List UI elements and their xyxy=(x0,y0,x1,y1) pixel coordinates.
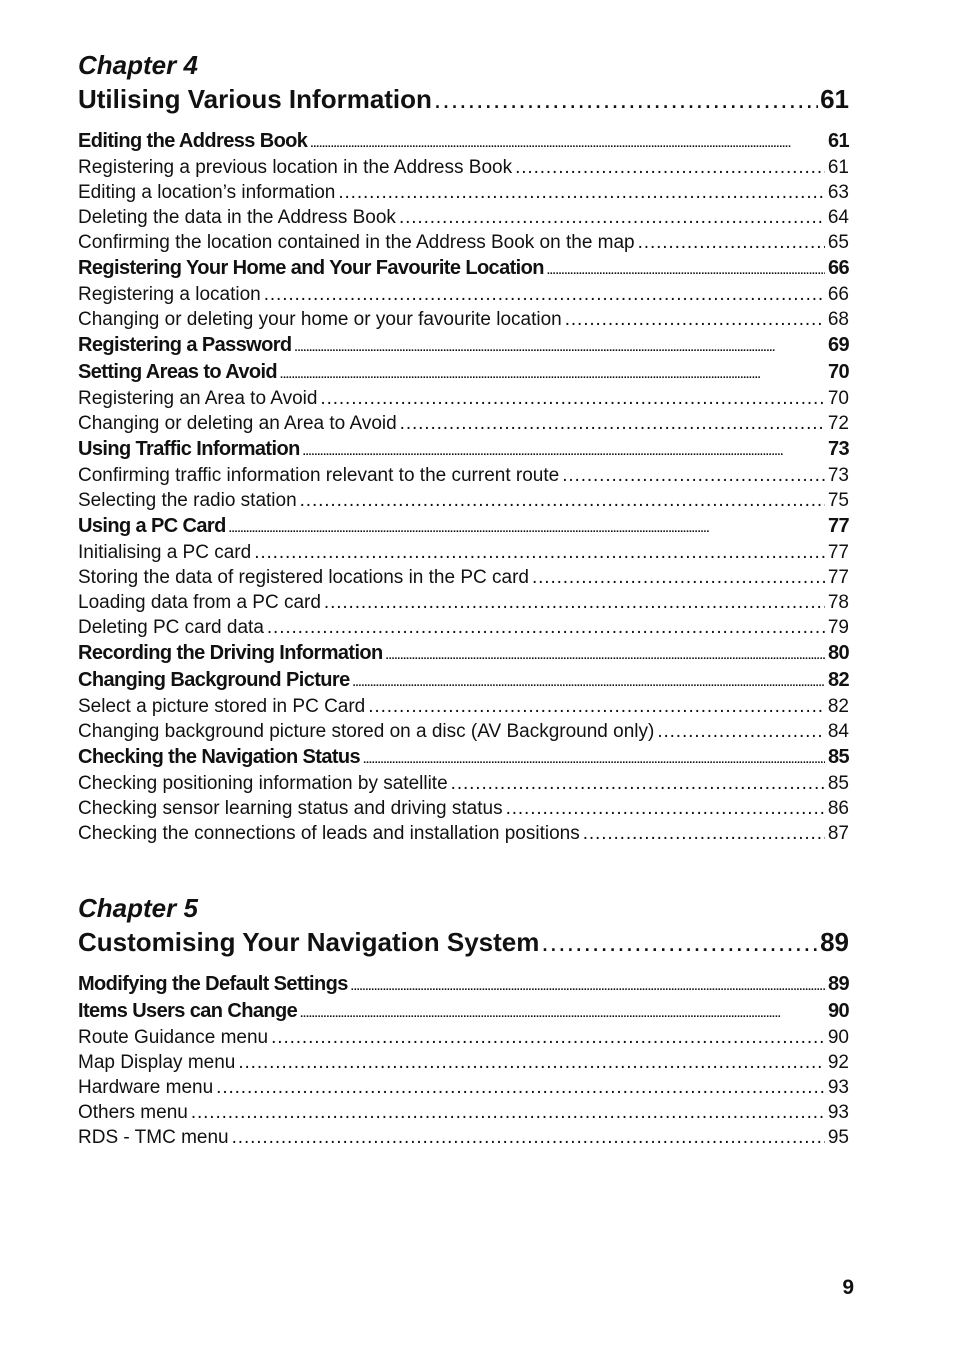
entry-title: Changing or deleting an Area to Avoid xyxy=(78,413,397,434)
entry-title: Using a PC Card xyxy=(78,515,226,537)
dot-leader xyxy=(229,516,825,543)
toc-subsection-entry[interactable] xyxy=(78,1050,849,1075)
entry-page: 68 xyxy=(827,309,849,330)
entry-page: 92 xyxy=(827,1052,849,1073)
entry-page: 64 xyxy=(827,207,849,228)
entry-title: Editing a location’s information xyxy=(78,182,336,203)
toc-subsection-entry[interactable] xyxy=(78,1125,849,1150)
entry-page: 66 xyxy=(827,284,849,305)
toc-section-entry[interactable] xyxy=(78,255,849,282)
entry-page: 85 xyxy=(827,746,849,768)
dot-leader xyxy=(191,1100,825,1125)
entry-page: 93 xyxy=(827,1102,849,1123)
chapter-title-entry[interactable] xyxy=(78,925,849,959)
dot-leader xyxy=(267,615,825,640)
toc-section-entry[interactable] xyxy=(78,667,849,694)
entry-page: 90 xyxy=(827,1000,849,1022)
entry-title: Modifying the Default Settings xyxy=(78,973,348,995)
entry-title: Editing the Address Book xyxy=(78,130,308,152)
entry-page: 95 xyxy=(827,1127,849,1148)
dot-leader xyxy=(324,590,825,615)
entry-title: Items Users can Change xyxy=(78,1000,298,1022)
dot-leader xyxy=(254,540,825,565)
toc-subsection-entry[interactable] xyxy=(78,386,849,411)
dot-leader xyxy=(363,747,825,774)
entry-page: 93 xyxy=(827,1077,849,1098)
dot-leader xyxy=(353,670,825,697)
entry-title: Initialising a PC card xyxy=(78,542,252,563)
entry-page: 73 xyxy=(827,438,849,460)
dot-leader xyxy=(295,335,825,362)
entry-title: Checking the connections of leads and installation positions xyxy=(78,823,580,844)
entry-page: 61 xyxy=(827,157,849,178)
entry-title: Deleting the data in the Address Book xyxy=(78,207,396,228)
entry-page: 87 xyxy=(827,823,849,844)
dot-leader xyxy=(657,719,825,744)
dot-leader xyxy=(434,82,818,116)
entry-title: Changing or deleting your home or your favourite location xyxy=(78,309,562,330)
toc-subsection-entry[interactable] xyxy=(78,230,849,255)
entry-title: Registering a location xyxy=(78,284,261,305)
toc-subsection-entry[interactable] xyxy=(78,1075,849,1100)
dot-leader xyxy=(303,439,825,466)
entry-title: Checking sensor learning status and driving status xyxy=(78,798,503,819)
dot-leader xyxy=(638,230,825,255)
dot-leader xyxy=(368,694,825,719)
entry-page: 80 xyxy=(827,642,849,664)
toc-section-entry[interactable] xyxy=(78,359,849,386)
toc-subsection-entry[interactable] xyxy=(78,1025,849,1050)
entry-title: Setting Areas to Avoid xyxy=(78,361,278,383)
entry-page: 82 xyxy=(827,669,849,691)
toc-subsection-entry[interactable] xyxy=(78,463,849,488)
entry-title: Loading data from a PC card xyxy=(78,592,321,613)
toc-subsection-entry[interactable] xyxy=(78,411,849,436)
entry-page: 65 xyxy=(827,232,849,253)
entry-page: 61 xyxy=(827,130,849,152)
entry-page: 90 xyxy=(827,1027,849,1048)
entry-page: 89 xyxy=(827,973,849,995)
toc-subsection-entry[interactable] xyxy=(78,771,849,796)
dot-leader xyxy=(562,463,825,488)
toc-subsection-entry[interactable] xyxy=(78,1100,849,1125)
page-number: 9 xyxy=(842,1276,854,1299)
dot-leader xyxy=(310,131,825,158)
toc-subsection-entry[interactable] xyxy=(78,307,849,332)
entry-page: 66 xyxy=(827,257,849,279)
entry-title: Route Guidance menu xyxy=(78,1027,269,1048)
entry-title: Using Traffic Information xyxy=(78,438,300,460)
dot-leader xyxy=(399,205,825,230)
chapter-title-entry[interactable] xyxy=(78,82,849,116)
toc-subsection-entry[interactable] xyxy=(78,821,849,846)
toc-subsection-entry[interactable] xyxy=(78,180,849,205)
entry-title: Checking the Navigation Status xyxy=(78,746,361,768)
entry-title: Checking positioning information by satellite xyxy=(78,773,448,794)
toc-section-entry[interactable] xyxy=(78,513,849,540)
entry-page: 79 xyxy=(827,617,849,638)
dot-leader xyxy=(320,386,824,411)
dot-leader xyxy=(565,307,825,332)
toc-subsection-entry[interactable] xyxy=(78,719,849,744)
dot-leader xyxy=(338,180,825,205)
entry-page: 82 xyxy=(827,696,849,717)
entry-page: 86 xyxy=(827,798,849,819)
dot-leader xyxy=(583,821,825,846)
entry-page: 63 xyxy=(827,182,849,203)
entry-page: 72 xyxy=(827,413,849,434)
toc-section-entry[interactable] xyxy=(78,128,849,155)
toc-subsection-entry[interactable] xyxy=(78,590,849,615)
entry-page: 70 xyxy=(827,361,849,383)
dot-leader xyxy=(451,771,825,796)
entry-title: Confirming the location contained in the Address Book on the map xyxy=(78,232,635,253)
entry-page: 73 xyxy=(827,465,849,486)
chapter-label: Chapter 5 xyxy=(78,893,198,923)
chapter-title: Customising Your Navigation System xyxy=(78,927,540,957)
entry-title: Changing background picture stored on a disc (AV Background only) xyxy=(78,721,655,742)
toc-section-entry[interactable] xyxy=(78,971,849,998)
dot-leader xyxy=(232,1125,825,1150)
dot-leader xyxy=(264,282,825,307)
dot-leader xyxy=(506,796,825,821)
toc-subsection-entry[interactable] xyxy=(78,615,849,640)
toc-subsection-entry[interactable] xyxy=(78,565,849,590)
entry-title: Registering Your Home and Your Favourite Location xyxy=(78,257,544,279)
chapter-4-toc xyxy=(78,48,849,846)
dot-leader xyxy=(238,1050,825,1075)
dot-leader xyxy=(541,925,818,959)
entry-page: 69 xyxy=(827,334,849,356)
entry-title: Registering an Area to Avoid xyxy=(78,388,318,409)
chapter-page: 61 xyxy=(820,84,849,114)
toc-subsection-entry[interactable] xyxy=(78,282,849,307)
entry-title: Hardware menu xyxy=(78,1077,214,1098)
toc-section-entry[interactable] xyxy=(78,332,849,359)
dot-leader xyxy=(532,565,825,590)
entry-page: 77 xyxy=(827,542,849,563)
entry-title: Select a picture stored in PC Card xyxy=(78,696,366,717)
entry-page: 77 xyxy=(827,515,849,537)
entry-title: Registering a previous location in the Address Book xyxy=(78,157,513,178)
entry-page: 85 xyxy=(827,773,849,794)
toc-section-entry[interactable] xyxy=(78,436,849,463)
entry-title: Storing the data of registered locations in the PC card xyxy=(78,567,529,588)
chapter-label: Chapter 4 xyxy=(78,50,198,80)
dot-leader xyxy=(300,488,825,513)
dot-leader xyxy=(400,411,825,436)
dot-leader xyxy=(351,974,825,1001)
dot-leader xyxy=(547,258,825,285)
toc-section-entry[interactable] xyxy=(78,744,849,771)
entry-page: 78 xyxy=(827,592,849,613)
entry-title: Map Display menu xyxy=(78,1052,236,1073)
entry-page: 84 xyxy=(827,721,849,742)
toc-section-entry[interactable] xyxy=(78,640,849,667)
toc-subsection-entry[interactable] xyxy=(78,694,849,719)
dot-leader xyxy=(300,1001,825,1028)
toc-subsection-entry[interactable] xyxy=(78,488,849,513)
entry-title: Deleting PC card data xyxy=(78,617,264,638)
toc-subsection-entry[interactable] xyxy=(78,796,849,821)
dot-leader xyxy=(280,362,825,389)
chapter-title: Utilising Various Information xyxy=(78,84,432,114)
entry-title: Recording the Driving Information xyxy=(78,642,383,664)
dot-leader xyxy=(216,1075,825,1100)
entry-page: 70 xyxy=(827,388,849,409)
entry-title: Others menu xyxy=(78,1102,188,1123)
toc-section-entry[interactable] xyxy=(78,998,849,1025)
entry-title: Changing Background Picture xyxy=(78,669,350,691)
toc-subsection-entry[interactable] xyxy=(78,540,849,565)
entry-title: Confirming traffic information relevant to the current route xyxy=(78,465,560,486)
entry-title: RDS - TMC menu xyxy=(78,1127,229,1148)
entry-page: 77 xyxy=(827,567,849,588)
dot-leader xyxy=(386,643,825,670)
entry-title: Registering a Password xyxy=(78,334,292,356)
toc-subsection-entry[interactable] xyxy=(78,155,849,180)
entry-page: 75 xyxy=(827,490,849,511)
entry-title: Selecting the radio station xyxy=(78,490,297,511)
toc-subsection-entry[interactable] xyxy=(78,205,849,230)
chapter-page: 89 xyxy=(820,927,849,957)
chapter-5-toc xyxy=(78,891,849,1150)
dot-leader xyxy=(515,155,825,180)
dot-leader xyxy=(271,1025,825,1050)
